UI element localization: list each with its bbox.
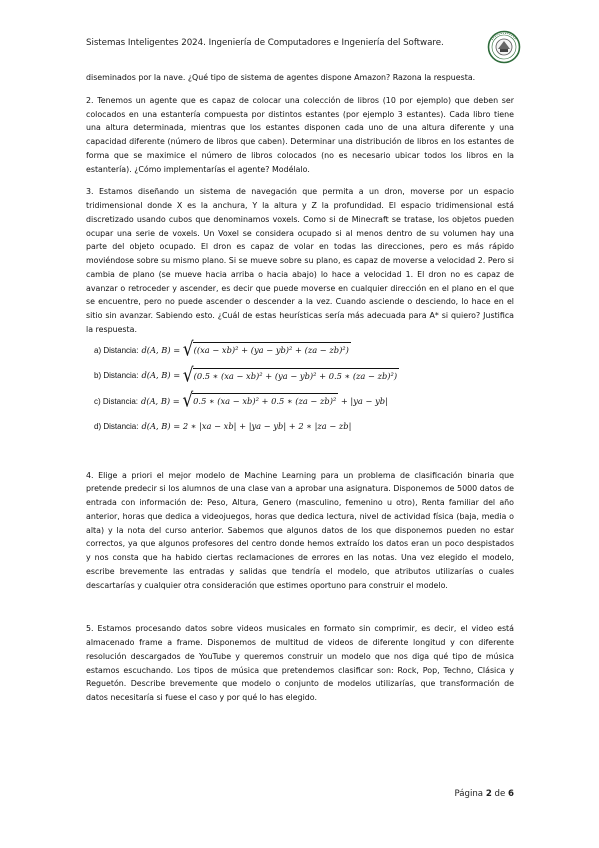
exam-content (86, 71, 514, 714)
page-word: Página (454, 789, 484, 799)
heuristic-c (94, 391, 514, 414)
heuristic-c-body: 0.5 ∗ (xa − xb)² + 0.5 ∗ (za − zb)² (192, 393, 338, 410)
heuristic-b-lhs: d(A, B) = (141, 370, 181, 381)
heuristic-d-label: d) Distancia: (94, 422, 139, 432)
heuristic-b (94, 365, 514, 388)
paragraph-1: diseminados por la nave. ¿Qué tipo de sistema de agentes dispone Amazon? Razona la respuesta. (86, 73, 476, 82)
page-total: 6 (508, 789, 514, 799)
heuristic-c-label: c) Distancia: (94, 396, 139, 406)
heuristic-d (94, 416, 514, 439)
heuristic-b-label: b) Distancia: (94, 371, 139, 381)
heuristic-c-lhs: d(A, B) = (141, 395, 180, 406)
question-5: 5. Estamos procesando datos sobre videos musicales en formato sin comprimir, es decir, el video está almacenado frame a frame. Disponemos de multitud de videos de diferente longitud y con diferente resolución descargados de YouTube y queremos construir un modelo que nos diga qué tipo de música estamos escuchando. Los tipos de música que pretendemos clasificar son: Rock, Pop, Techno, Clásica y Reguetón. Describe brevemente que modelo o conjunto de modelos utilizarías, que transformación de datos necesitaría si fuese el caso y por qué lo has elegido. (86, 624, 514, 702)
page-footer (390, 789, 514, 799)
sqrt-icon: √ ((xa − xb)² + (ya − yb)² + (za − zb)²) (182, 338, 349, 362)
heuristic-a-label: a) Distancia: (94, 345, 139, 355)
question-2: 2. Tenemos un agente que es capaz de colocar una colección de libros (10 por ejemplo) que deben ser colocados en una estantería compuesta por distintos estantes (por ejemplo 3 estantes). Cada libro tiene una altura determinada, mientras que los estantes disponen cada uno de una altura diferente y una capacidad diferente (número de libros que caben). Determinar una distribución de libros en los estantes de forma que se maximice el número de libros colocados (no es necesario ubicar todos los libros en la estantería). ¿Cómo implementarías el agente? Modélalo. (86, 95, 514, 174)
page-header: Sistemas Inteligentes 2024. Ingeniería de Computadores e Ingeniería del Software. (86, 38, 444, 48)
heuristic-b-body: (0.5 ∗ (xa − xb)² + (ya − yb)² + 0.5 ∗ (za − zb)²) (193, 368, 399, 385)
heuristic-c-tail: + |ya − yb| (340, 395, 388, 406)
heuristic-a (94, 340, 514, 363)
question-3: 3. Estamos diseñando un sistema de navegación que permita a un dron, moverse por un espacio tridimensional donde X es la anchura, Y la altura y Z la profundidad. El espacio tridimensional está discretizado usando cubos que denominamos voxels. Como si de Minecraft se tratase, los objetos pueden ocupar una serie de voxels. Un Voxel se considera ocupado si al menos dentro de su volumen hay una parte del objeto ocupado. El dron es capaz de volar en todas las direcciones, pero es más rápido moviéndose sobre su mismo plano. Si se mueve sobre su plano, es capaz de moverse a velocidad 2. Pero si cambia de plano (se mueve hacia arriba o hacia abajo) lo hace a velocidad 1. El dron no es capaz de avanzar o retroceder y ascender, es decir que puede moverse en cualquier dirección en el plano en el que se encuentre, pero no puede ascender o descender a la vez. Cuando asciende o desciendo, lo hace en el sitio sin avanzar. Sabiendo esto. ¿Cuál de estas heurísticas sería más adecuada para A* si quiero? Justifica la respuesta. (86, 187, 514, 334)
question-4: 4. Elige a priori el mejor modelo de Machine Learning para un problema de clasificación binaria que pretende predecir si los alumnos de una clase van a aprobar una asignatura. Disponemos de 5000 datos de entrada con información de: Peso, Altura, Genero (masculino, femenino u otro), Renta familiar del año anterior, horas que dedica a videojuegos, horas que dedica lectura, nivel de actividad física (baja, media o alta) y la nota del curso anterior. Sabemos que algunos datos de los que disponemos pueden no estar correctos, ya que algunos profesores del centro donde hemos extraído los datos eran un poco despistados y nos consta que ha habido ciertas reclamaciones de errores en las notas. Una vez elegido el modelo, escribe brevemente las entradas y salidas que tendría el modelo, que atributos utilizarías o cuales descartarías y cualquier otra consideración que estimes oportuno para construir el modelo. (86, 470, 514, 590)
heuristic-d-expr: d(A, B) = 2 ∗ |xa − xb| + |ya − yb| + 2 ∗ |za − zb| (141, 421, 352, 432)
page-of: de (494, 789, 506, 799)
heuristic-a-body: ((xa − xb)² + (ya − yb)² + (za − zb)²) (193, 342, 351, 359)
sqrt-icon: √ (0.5 ∗ (xa − xb)² + (ya − yb)² + 0.5 ∗ (za − zb)²) (182, 364, 398, 388)
university-seal-icon (487, 30, 521, 64)
sqrt-icon: √ 0.5 ∗ (xa − xb)² + 0.5 ∗ (za − zb)² (182, 389, 337, 413)
heuristic-a-lhs: d(A, B) = (141, 344, 181, 355)
page-current: 2 (485, 789, 492, 799)
